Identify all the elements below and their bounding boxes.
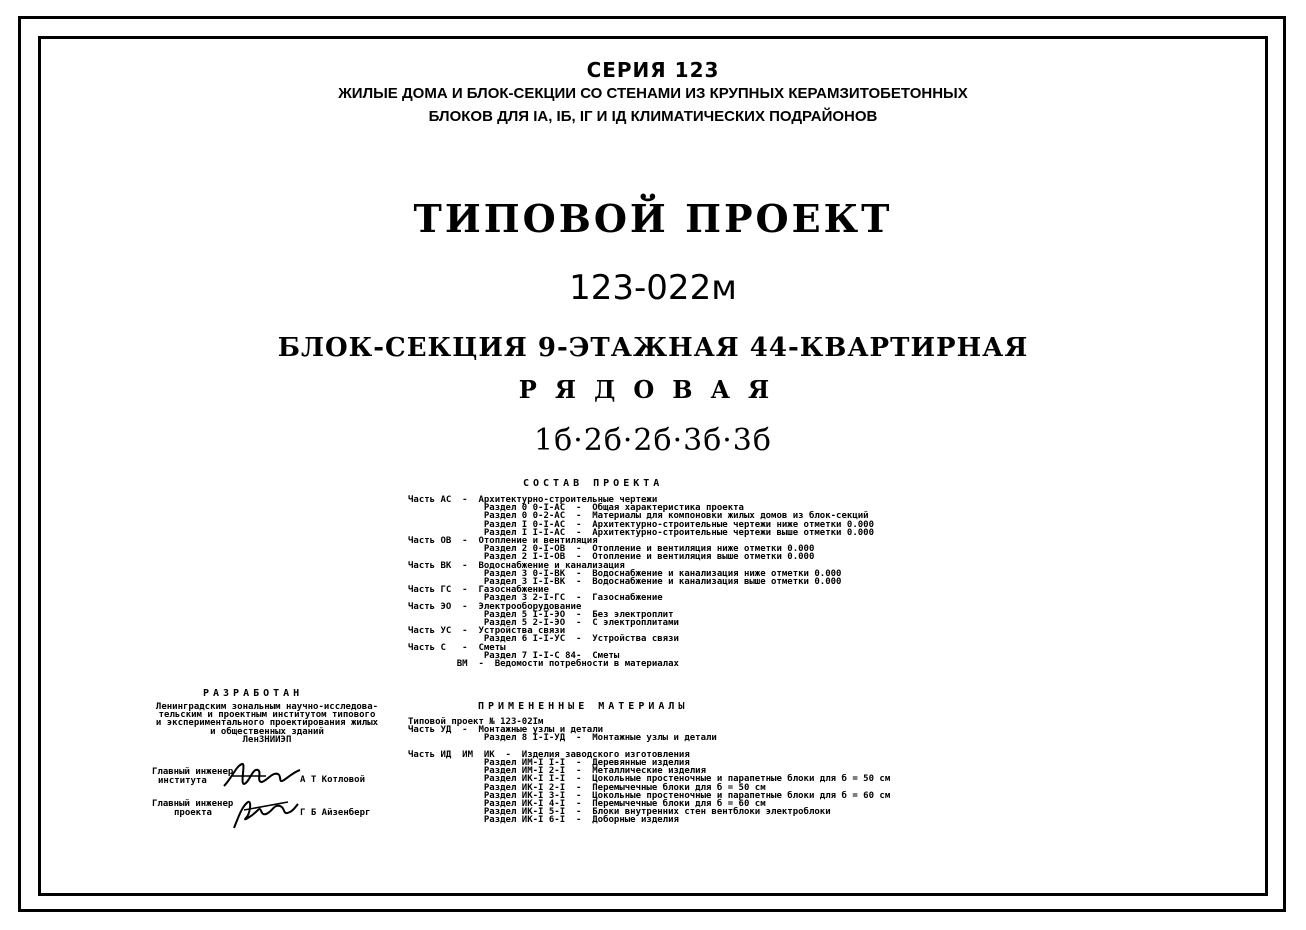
applied-materials-line: Часть ИД ИМ ИК - Изделия заводского изготовления [408,749,690,760]
composition-list [408,496,874,668]
composition-line: Часть ЭО - Электрооборудование [408,601,582,612]
applied-materials-line: Раздел ИК-I 3-I - Цокольные простеночные и парапетные блоки для б = 60 см [408,790,891,801]
applied-materials-line: Раздел ИМ-I 2-I - Металлические изделия [408,766,707,777]
composition-line: Раздел 0 0-2-АС - Материалы для компоновки жилых домов из блок-секций [408,511,869,522]
composition-line: Часть ВК - Водоснабжение и канализация [408,560,625,571]
composition-line: Часть ГС - Газоснабжение [408,585,549,596]
applied-materials-line: Раздел ИМ-I I-I - Деревянные изделия [408,758,690,769]
project-engineer-name: Г Б Айзенберг [300,808,371,818]
composition-line: Раздел 5 I-I-ЭО - Без электроплит [408,609,674,620]
composition-line: Раздел 5 2-I-ЭО - С электроплитами [408,618,679,629]
applied-materials-line: Раздел ИК-I 4-I - Перемычечные блоки для б = 60 см [408,799,766,810]
applied-materials-list [408,718,890,825]
applied-materials-line: Раздел ИК-I 2-I - Перемычечные блоки для б = 50 см [408,782,766,793]
developer-heading: РАЗРАБОТАН [203,688,304,699]
apartment-config: 1б·2б·2б·3б·3б [534,423,772,458]
developer-organization [152,703,382,744]
applied-materials-line: Часть УД - Монтажные узлы и детали [408,725,604,736]
developer-line: тельским и проектным институтом типового [158,710,376,721]
composition-line: Раздел 3 0-I-ВК - Водоснабжение и канализация ниже отметки 0.000 [408,568,842,579]
applied-materials-line: Раздел ИК-I 6-I - Доборные изделия [408,815,679,826]
developer-line: и общественных зданий [210,726,324,737]
composition-line: Раздел 3 I-I-ВК - Водоснабжение и канализация выше отметки 0.000 [408,577,842,588]
applied-materials-line: Раздел 8 I-I-УД - Монтажные узлы и детали [408,733,717,744]
block-section-title: БЛОК-СЕКЦИЯ 9-ЭТАЖНАЯ 44-КВАРТИРНАЯ [277,333,1029,363]
applied-materials-line: Раздел ИК-I 5-I - Блоки внутренних стен вентблоки электроблоки [408,807,831,818]
developer-line: и экспериментального проектирования жилых [155,718,379,729]
composition-line: Часть ОВ - Отопление и вентиляция [408,536,598,547]
composition-line: Раздел I 0-I-АС - Архитектурно-строительные чертежи ниже отметки 0.000 [408,519,874,530]
series-subtitle-line2: БЛОКОВ ДЛЯ IA, IБ, IГ И IД КЛИМАТИЧЕСКИХ ПОДРАЙОНОВ [428,108,878,125]
row-type-title: РЯДОВАЯ [518,375,788,404]
series-subtitle-line1: ЖИЛЫЕ ДОМА И БЛОК-СЕКЦИИ СО СТЕНАМИ ИЗ КРУПНЫХ КЕРАМЗИТОБЕТОННЫХ [338,85,968,102]
composition-line: Раздел 7 I-I-С 84- Сметы [408,650,620,661]
series-title: СЕРИЯ 123 [586,58,720,82]
composition-line: Раздел 3 2-I-ГС - Газоснабжение [408,593,663,604]
composition-line: Часть УС - Устройства связи [408,626,566,637]
typical-project-title: ТИПОВОЙ ПРОЕКТ [413,196,893,241]
chief-engineer-signature [222,758,302,792]
composition-line: ВМ - Ведомости потребности в материалах [408,659,679,670]
composition-line: Раздел I I-I-АС - Архитектурно-строительные чертежи выше отметки 0.000 [408,527,874,538]
composition-line: Часть С - Сметы [408,642,506,653]
project-engineer-signature [230,796,300,832]
chief-engineer-name: А Т Котловой [300,775,366,785]
composition-line: Раздел 2 I-I-ОВ - Отопление и вентиляция выше отметки 0.000 [408,552,815,563]
composition-line: Часть АС - Архитектурно-строительные чертежи [408,495,658,505]
composition-line: Раздел 0 0-I-АС - Общая характеристика проекта [408,503,744,514]
composition-line: Раздел 2 0-I-ОВ - Отопление и вентиляция ниже отметки 0.000 [408,544,815,555]
composition-heading: СОСТАВ ПРОЕКТА [523,478,664,489]
applied-materials-line: Раздел ИК-I I-I - Цокольные простеночные и парапетные блоки для б = 50 см [408,774,891,785]
composition-line: Раздел 6 I-I-УС - Устройства связи [408,634,679,645]
project-number: 123-022м [569,268,737,308]
chief-engineer-label: Главный инженер института [152,767,234,786]
developer-line: ЛенЗНИИЭП [242,734,292,745]
developer-line: Ленинградским зональным научно-исследова- [155,702,379,712]
project-engineer-label: Главный инженер проекта [152,799,234,818]
applied-materials-line: Типовой проект № 123-02Iм [408,717,544,727]
applied-materials-heading: ПРИМЕНЕННЫЕ МАТЕРИАЛЫ [478,701,689,712]
